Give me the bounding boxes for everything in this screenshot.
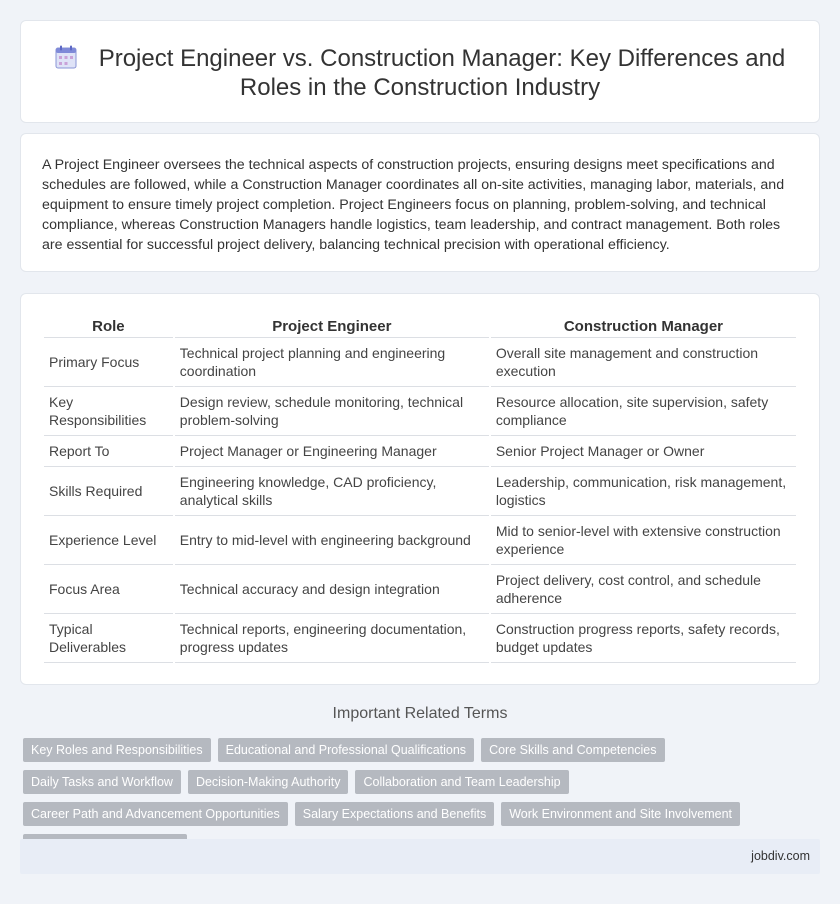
- row-label: Focus Area: [44, 565, 173, 614]
- construction-manager-cell: Construction progress reports, safety records, budget updates: [491, 614, 796, 663]
- construction-manager-cell: Project delivery, cost control, and schedule adherence: [491, 565, 796, 614]
- page-title-wrap: [21, 44, 819, 102]
- project-engineer-cell: Technical reports, engineering documentation, progress updates: [175, 614, 489, 663]
- construction-manager-cell: Overall site management and construction execution: [491, 338, 796, 387]
- related-term-tag[interactable]: Decision-Making Authority: [188, 770, 349, 794]
- row-label: Report To: [44, 436, 173, 467]
- related-term-tag[interactable]: Work Environment and Site Involvement: [501, 802, 740, 826]
- construction-manager-cell: Leadership, communication, risk management, logistics: [491, 467, 796, 516]
- header-role: Role: [44, 316, 173, 338]
- related-term-tag[interactable]: Key Roles and Responsibilities: [23, 738, 211, 762]
- row-label: Key Responsibilities: [44, 387, 173, 436]
- row-label: Typical Deliverables: [44, 614, 173, 663]
- title-card: [20, 20, 820, 123]
- project-engineer-cell: Design review, schedule monitoring, technical problem-solving: [175, 387, 489, 436]
- construction-manager-cell: Mid to senior-level with extensive construction experience: [491, 516, 796, 565]
- table-row: [44, 516, 796, 565]
- intro-text: A Project Engineer oversees the technical aspects of construction projects, ensuring designs meet specifications and schedules are followed, while a Construction Manager coordinates all on-site activities, managing labor, materials, and equipment to ensure timely project completion. Project Engineers focus on planning, problem-solving, and technical compliance, whereas Construction Managers handle logistics, team leadership, and contract management. Both roles are essential for successful project delivery, balancing technical precision with operational efficiency.: [42, 157, 785, 253]
- related-term-tag[interactable]: Collaboration and Team Leadership: [355, 770, 568, 794]
- related-term-tag[interactable]: Daily Tasks and Workflow: [23, 770, 181, 794]
- table-row: [44, 565, 796, 614]
- table-header-row: [44, 316, 796, 338]
- row-label: Experience Level: [44, 516, 173, 565]
- related-term-tag[interactable]: Salary Expectations and Benefits: [295, 802, 494, 826]
- table-row: [44, 467, 796, 516]
- project-engineer-cell: Entry to mid-level with engineering background: [175, 516, 489, 565]
- project-engineer-cell: Engineering knowledge, CAD proficiency, analytical skills: [175, 467, 489, 516]
- construction-manager-cell: Senior Project Manager or Owner: [491, 436, 796, 467]
- table-row: [44, 614, 796, 663]
- table-row: [44, 387, 796, 436]
- construction-manager-cell: Resource allocation, site supervision, safety compliance: [491, 387, 796, 436]
- document-icon: [55, 45, 77, 69]
- related-term-tag[interactable]: Career Path and Advancement Opportunities: [23, 802, 288, 826]
- comparison-table: [42, 316, 798, 663]
- project-engineer-cell: Technical project planning and engineering coordination: [175, 338, 489, 387]
- row-label: Skills Required: [44, 467, 173, 516]
- table-row: [44, 436, 796, 467]
- footer: [20, 839, 820, 874]
- intro-card: [20, 133, 820, 272]
- project-engineer-cell: Project Manager or Engineering Manager: [175, 436, 489, 467]
- comparison-card: [20, 293, 820, 685]
- header-project-engineer: Project Engineer: [175, 316, 489, 338]
- row-label: Primary Focus: [44, 338, 173, 387]
- header-construction-manager: Construction Manager: [491, 316, 796, 338]
- table-row: [44, 338, 796, 387]
- related-term-tag[interactable]: Core Skills and Competencies: [481, 738, 664, 762]
- page-title: Project Engineer vs. Construction Manager: Key Differences and Roles in the Construction Industry: [98, 45, 786, 101]
- project-engineer-cell: Technical accuracy and design integration: [175, 565, 489, 614]
- footer-site-link[interactable]: jobdiv.com: [751, 849, 810, 863]
- related-terms-title: Important Related Terms: [332, 705, 508, 722]
- related-term-tag[interactable]: Educational and Professional Qualifications: [218, 738, 474, 762]
